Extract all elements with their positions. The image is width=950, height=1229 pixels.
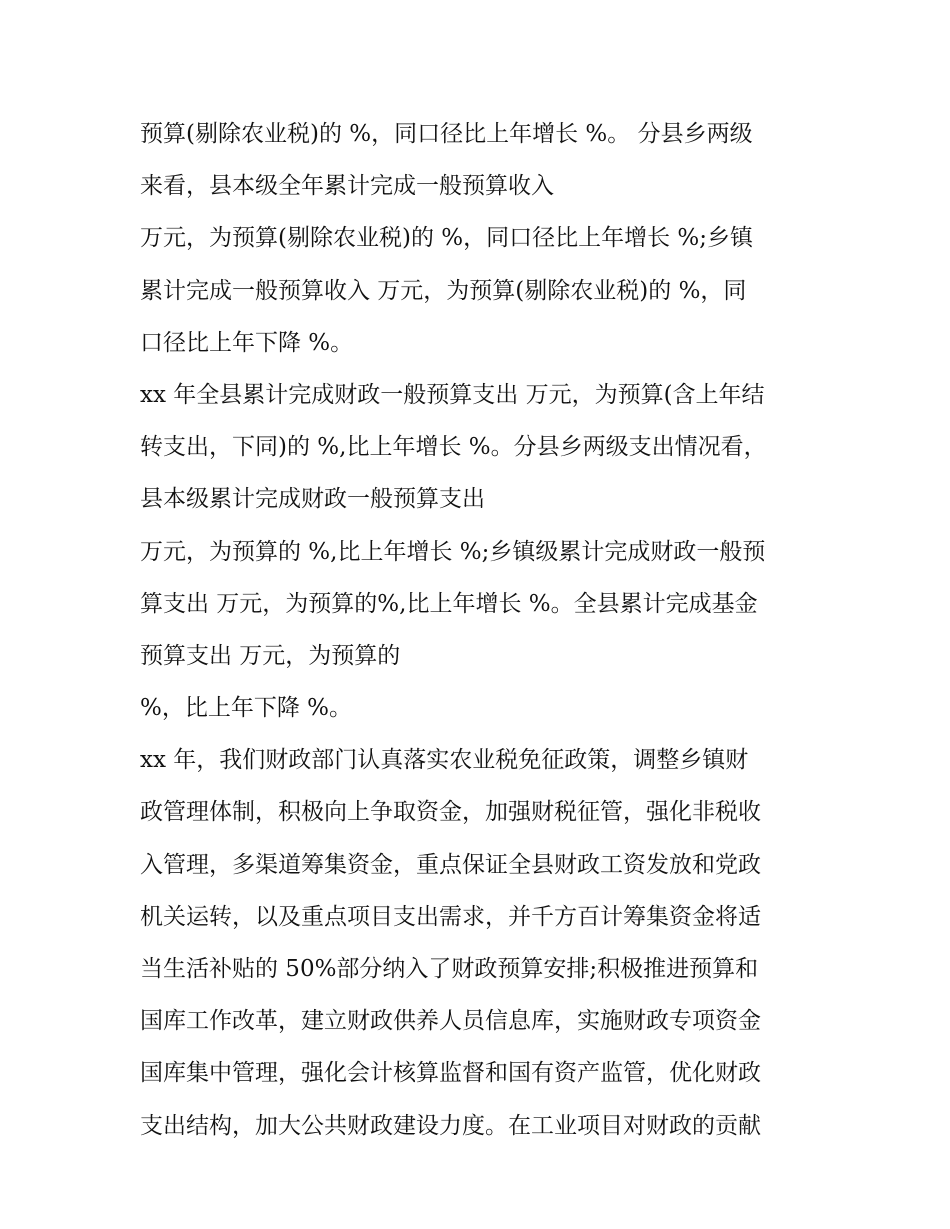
text-line: 国库集中管理，强化会计核算监督和国有资产监管，优化财政 xyxy=(140,1060,761,1087)
text-line: 算支出 万元，为预算的%,比上年增长 %。全县累计完成基金 xyxy=(140,590,758,617)
body-text xyxy=(140,108,830,1152)
text-line: 预算(剔除农业税)的 %，同口径比上年增长 %。 分县乡两级 xyxy=(140,121,753,147)
text-line: xx 年，我们财政部门认真落实农业税免征政策，调整乡镇财 xyxy=(140,747,749,774)
text-line: 机关运转，以及重点项目支出需求，并千方百计筹集资金将适 xyxy=(140,903,761,930)
text-line: 来看，县本级全年累计完成一般预算收入 xyxy=(140,173,554,200)
text-line: 口径比上年下降 %。 xyxy=(140,329,354,356)
text-line: 万元，为预算的 %,比上年增长 %;乡镇级累计完成财政一般预 xyxy=(140,538,766,565)
text-line: %，比上年下降 %。 xyxy=(140,695,353,722)
text-line: 预算支出 万元，为预算的 xyxy=(140,642,401,669)
text-line: 累计完成一般预算收入 万元，为预算(剔除农业税)的 %，同 xyxy=(140,277,747,304)
text-line: 支出结构，加大公共财政建设力度。在工业项目对财政的贡献 xyxy=(140,1112,761,1139)
text-line: 万元，为预算(剔除农业税)的 %，同口径比上年增长 %;乡镇 xyxy=(140,225,754,252)
text-line: 入管理，多渠道筹集资金，重点保证全县财政工资发放和党政 xyxy=(140,851,761,878)
text-line: 转支出，下同)的 %,比上年增长 %。分县乡两级支出情况看， xyxy=(140,434,767,461)
text-line: 政管理体制，积极向上争取资金，加强财税征管，强化非税收 xyxy=(140,799,761,826)
text-line: 县本级累计完成财政一般预算支出 xyxy=(140,486,485,513)
text-line: 国库工作改革，建立财政供养人员信息库，实施财政专项资金 xyxy=(140,1008,761,1035)
text-line: 当生活补贴的 50%部分纳入了财政预算安排;积极推进预算和 xyxy=(140,956,759,982)
text-line: xx 年全县累计完成财政一般预算支出 万元，为预算(含上年结 xyxy=(140,381,765,408)
